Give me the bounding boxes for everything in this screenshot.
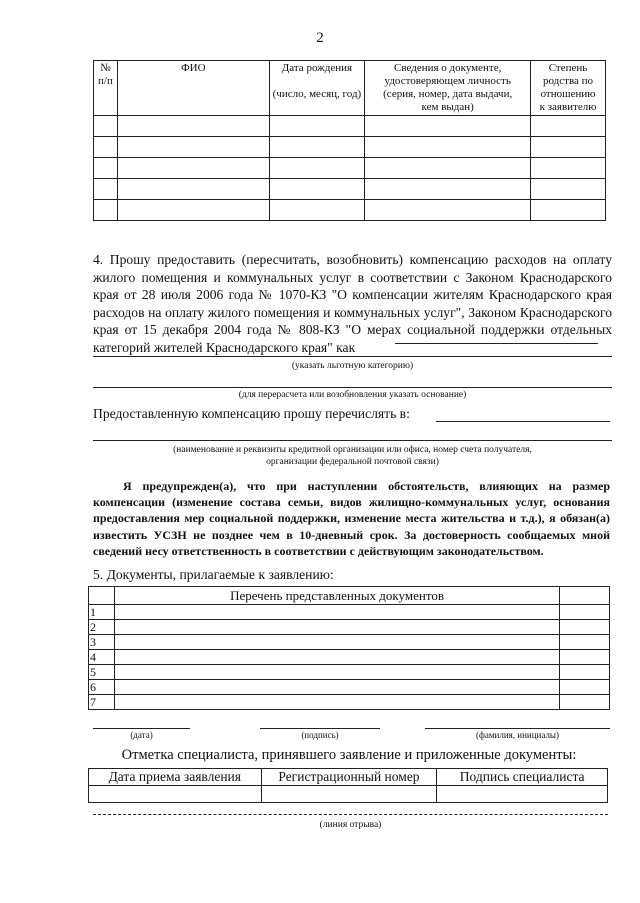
table-row bbox=[89, 650, 610, 665]
row-number: 7 bbox=[89, 695, 115, 710]
document-cell[interactable] bbox=[114, 680, 559, 695]
row-number: 2 bbox=[89, 620, 115, 635]
name-line[interactable] bbox=[425, 728, 610, 729]
cut-line-label: (линия отрыва) bbox=[319, 820, 382, 830]
cell[interactable] bbox=[117, 200, 269, 221]
col-doc-line: кем выдан) bbox=[421, 101, 474, 113]
cell[interactable] bbox=[94, 179, 118, 200]
cell[interactable] bbox=[365, 137, 531, 158]
cell[interactable] bbox=[531, 179, 606, 200]
cell[interactable] bbox=[365, 179, 531, 200]
signature-line[interactable] bbox=[260, 728, 380, 729]
col-birth-spacer bbox=[270, 75, 365, 88]
col-relation-line: Степень bbox=[548, 62, 588, 74]
col-number-line: № bbox=[100, 62, 111, 74]
basis-note: (для перерасчета или возобновления указать основание) bbox=[238, 390, 467, 400]
row-number: 6 bbox=[89, 680, 115, 695]
col-number-line: п/п bbox=[98, 75, 113, 87]
cell[interactable] bbox=[531, 116, 606, 137]
documents-table bbox=[88, 586, 610, 710]
table-row bbox=[94, 137, 606, 158]
cell[interactable] bbox=[269, 200, 365, 221]
col-birth-line: Дата рождения bbox=[281, 62, 353, 74]
cell[interactable] bbox=[365, 158, 531, 179]
page-number: 2 bbox=[316, 30, 324, 46]
cell[interactable] bbox=[117, 116, 269, 137]
col-doc-line: Сведения о документе, bbox=[394, 62, 502, 74]
document-cell[interactable] bbox=[114, 620, 559, 635]
table-row bbox=[94, 200, 606, 221]
category-note: (указать льготную категорию) bbox=[291, 361, 414, 371]
col-birth-header bbox=[269, 61, 365, 116]
cell bbox=[89, 587, 115, 605]
date-line[interactable] bbox=[93, 728, 190, 729]
cell[interactable] bbox=[269, 179, 365, 200]
cell[interactable] bbox=[560, 665, 610, 680]
table-row bbox=[89, 786, 608, 803]
table-row bbox=[89, 620, 610, 635]
section-4-body: 4. Прошу предоставить (пересчитать, возобновить) компенсацию расходов на оплату жилого помещения и коммунальных услуг в соответствии с Законом Краснодарского края от 28 июля 2006 года № 1070-КЗ "О компенсации жителям Краснодарского края расходов на оплату жилого помещения и коммунальных услуг", Законом Краснодарского края от 15 декабря 2004 года № 808-КЗ "О мерах социальной поддержки отдельных категорий жителей Краснодарского края" как bbox=[93, 252, 612, 355]
cell[interactable] bbox=[365, 200, 531, 221]
section-4-text bbox=[93, 251, 612, 356]
date-label: (дата) bbox=[130, 730, 153, 740]
col-relation-line: родства по bbox=[543, 75, 594, 87]
bank-note-line: (наименование и реквизиты кредитной организации или офиса, номер счета получателя, bbox=[173, 445, 532, 455]
transfer-text: Предоставленную компенсацию прошу перечислять в: bbox=[93, 406, 410, 421]
table-row bbox=[89, 680, 610, 695]
name-label: (фамилия, инициалы) bbox=[476, 730, 559, 740]
documents-header-row bbox=[89, 587, 610, 605]
header-specialist-signature: Подпись специалиста bbox=[437, 769, 608, 786]
table-row bbox=[89, 695, 610, 710]
col-doc-line: удостоверяющем личность bbox=[384, 75, 511, 87]
document-cell[interactable] bbox=[114, 635, 559, 650]
header-registration-number: Регистрационный номер bbox=[261, 769, 437, 786]
cell[interactable] bbox=[531, 158, 606, 179]
specialist-title: Отметка специалиста, принявшего заявление и приложенные документы: bbox=[121, 747, 577, 763]
section-5-title: 5. Документы, прилагаемые к заявлению: bbox=[93, 567, 334, 582]
col-document-header bbox=[365, 61, 531, 116]
col-number-header bbox=[94, 61, 118, 116]
table-row bbox=[94, 116, 606, 137]
cell[interactable] bbox=[365, 116, 531, 137]
cell[interactable] bbox=[269, 158, 365, 179]
cell[interactable] bbox=[94, 158, 118, 179]
documents-header: Перечень представленных документов bbox=[114, 587, 559, 605]
signature-label: (подпись) bbox=[301, 730, 339, 740]
cut-line bbox=[93, 814, 608, 815]
cell[interactable] bbox=[269, 116, 365, 137]
family-members-table bbox=[93, 60, 606, 221]
col-relation-line: отношению bbox=[540, 88, 596, 100]
category-line[interactable] bbox=[93, 356, 612, 357]
cell[interactable] bbox=[531, 200, 606, 221]
cell[interactable] bbox=[560, 635, 610, 650]
specialist-signature-cell[interactable] bbox=[437, 786, 608, 803]
cell bbox=[560, 587, 610, 605]
cell[interactable] bbox=[560, 650, 610, 665]
cell[interactable] bbox=[531, 137, 606, 158]
cell[interactable] bbox=[94, 116, 118, 137]
row-number: 5 bbox=[89, 665, 115, 680]
bank-line[interactable] bbox=[93, 440, 612, 441]
table-row bbox=[89, 605, 610, 620]
row-number: 1 bbox=[89, 605, 115, 620]
cell[interactable] bbox=[94, 200, 118, 221]
document-cell[interactable] bbox=[114, 665, 559, 680]
document-cell[interactable] bbox=[114, 650, 559, 665]
warning-paragraph: Я предупрежден(а), что при наступлении обстоятельств, влияющих на размер компенсации (изменение состава семьи, видов жилищно-коммунальных услуг, основания предоставления мер социальной поддержки, изменение места жительства и т.д.), я обязан(а) известить УСЗН не позднее чем в 10-дневный срок. За достоверность сообщаемых мной сведений несу ответственность в соответствии с действующим законодательством. bbox=[93, 479, 610, 558]
cell[interactable] bbox=[560, 680, 610, 695]
cell[interactable] bbox=[560, 605, 610, 620]
reception-date-cell[interactable] bbox=[89, 786, 262, 803]
table-row bbox=[89, 665, 610, 680]
transfer-fill-line[interactable] bbox=[436, 421, 610, 422]
col-relation-header bbox=[531, 61, 606, 116]
table-row bbox=[94, 158, 606, 179]
cell[interactable] bbox=[117, 179, 269, 200]
registration-number-cell[interactable] bbox=[261, 786, 437, 803]
document-cell[interactable] bbox=[114, 605, 559, 620]
category-fill-line[interactable] bbox=[395, 343, 598, 344]
specialist-header-row bbox=[89, 769, 608, 786]
col-relation-line: к заявителю bbox=[539, 101, 597, 113]
cell[interactable] bbox=[117, 137, 269, 158]
row-number: 3 bbox=[89, 635, 115, 650]
col-doc-line: (серия, номер, дата выдачи, bbox=[383, 88, 513, 100]
bank-note bbox=[93, 444, 612, 468]
specialist-table bbox=[88, 768, 608, 803]
cell[interactable] bbox=[560, 620, 610, 635]
col-fio-header bbox=[117, 61, 269, 116]
table-row bbox=[89, 635, 610, 650]
table-row bbox=[94, 179, 606, 200]
cell[interactable] bbox=[560, 695, 610, 710]
cell[interactable] bbox=[269, 137, 365, 158]
col-fio-line: ФИО bbox=[180, 62, 206, 74]
col-birth-line: (число, месяц, год) bbox=[272, 88, 362, 100]
row-number: 4 bbox=[89, 650, 115, 665]
bank-note-line: организации федеральной почтовой связи) bbox=[266, 457, 439, 467]
cell[interactable] bbox=[94, 137, 118, 158]
cell[interactable] bbox=[117, 158, 269, 179]
document-cell[interactable] bbox=[114, 695, 559, 710]
basis-line[interactable] bbox=[93, 387, 612, 388]
header-reception-date: Дата приема заявления bbox=[89, 769, 262, 786]
